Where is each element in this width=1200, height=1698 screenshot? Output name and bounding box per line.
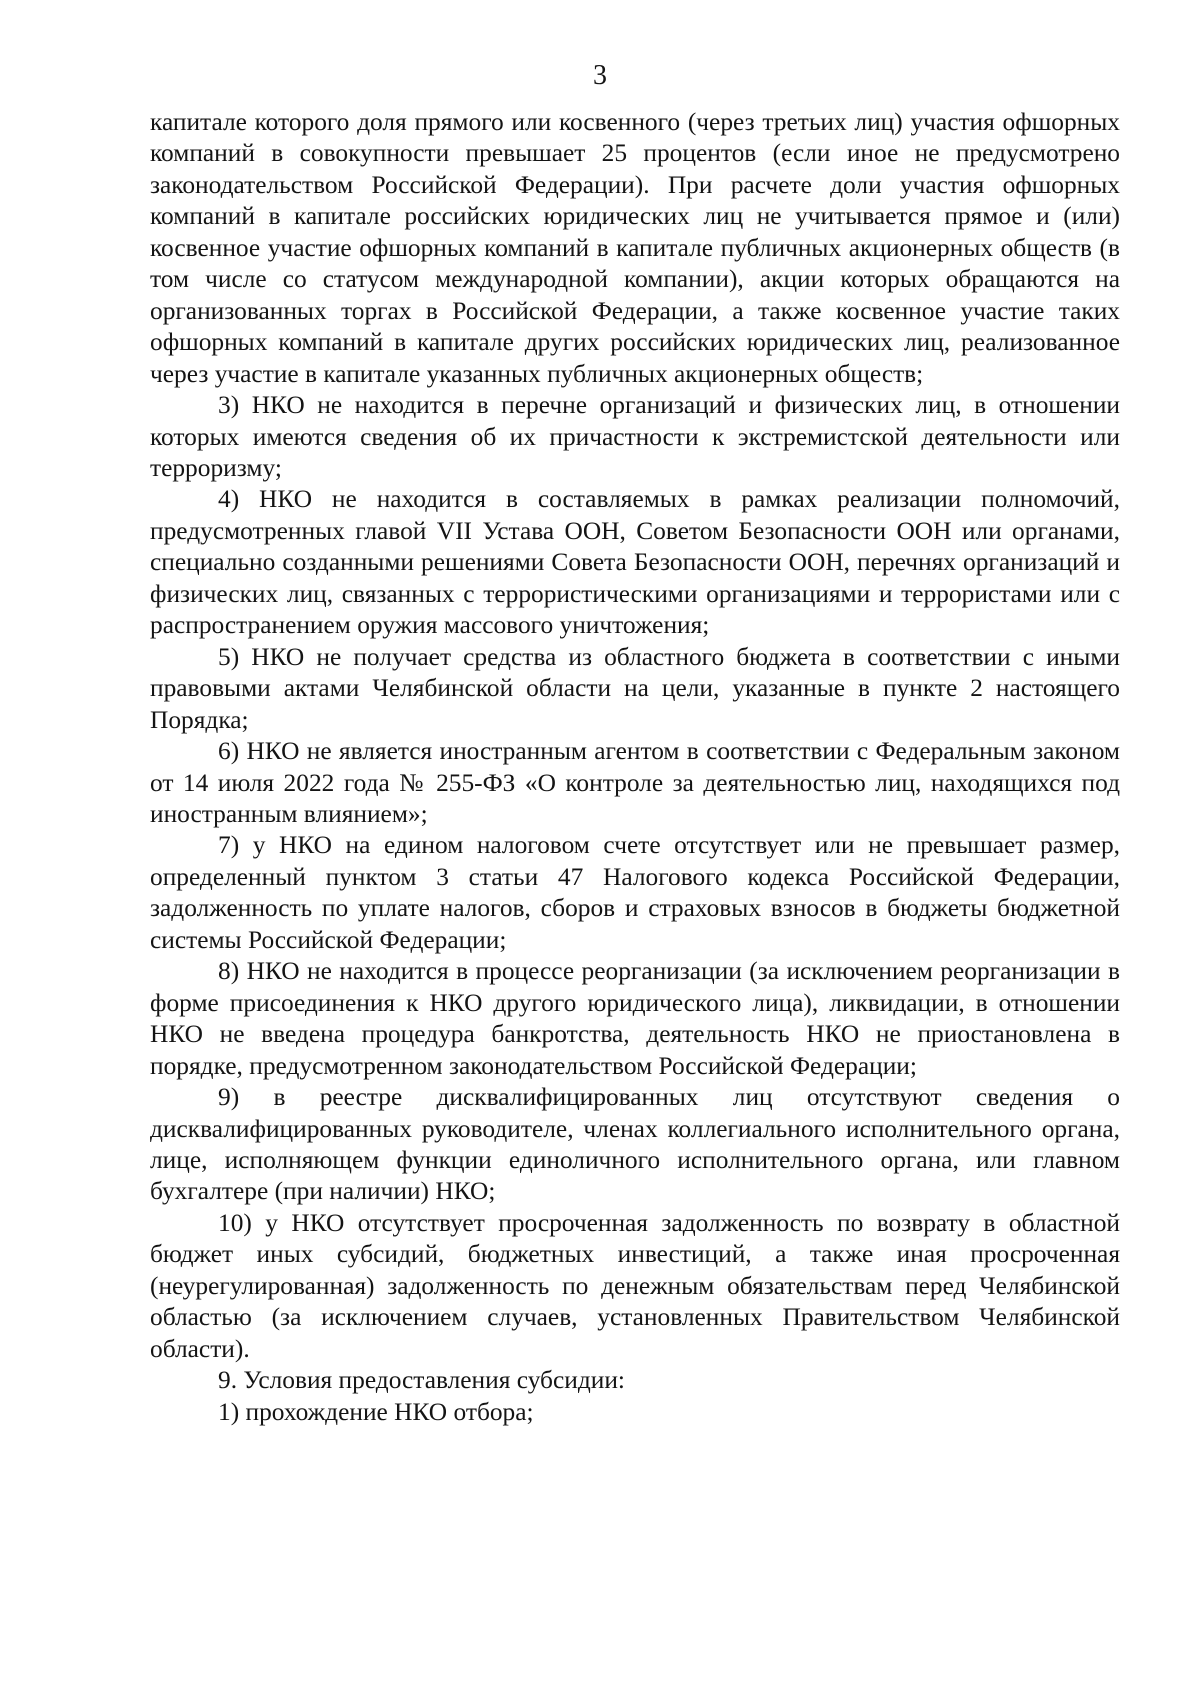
paragraph-item-9: 9) в реестре дисквалифицированных лиц отсутствуют сведения о дисквалифицированных руководителе, членах коллегиального исполнительного органа, лице, исполняющем функции единоличного исполнительного органа, или главном бухгалтере (при наличии) НКО; xyxy=(150,1083,1120,1206)
paragraph-item-7: 7) у НКО на едином налоговом счете отсутствует или не превышает размер, определенный пунктом 3 статьи 47 Налогового кодекса Российской Федерации, задолженность по уплате налогов, сборов и страховых взносов в бюджеты бюджетной системы Российской Федерации; xyxy=(150,831,1120,954)
paragraph-item-3: 3) НКО не находится в перечне организаций и физических лиц, в отношении которых имеются сведения об их причастности к экстремистской деятельности или терроризму; xyxy=(150,391,1120,482)
paragraph-item-6: 6) НКО не является иностранным агентом в соответствии с Федеральным законом от 14 июля 2022 года № 255-ФЗ «О контроле за деятельностью лиц, находящихся под иностранным влиянием»; xyxy=(150,737,1120,828)
paragraph-continuation: капитале которого доля прямого или косвенного (через третьих лиц) участия офшорных компаний в совокупности превышает 25 процентов (если иное не предусмотрено законодательством Российской Федерации). При расчете доли участия офшорных компаний в капитале российских юридических лиц не учитывается прямое и (или) косвенное участие офшорных компаний в капитале публичных акционерных обществ (в том числе со статусом международной компании), акции которых обращаются на организованных торгах в Российской Федерации, а также косвенное участие таких офшорных компаний в капитале других российских юридических лиц, реализованное через участие в капитале указанных публичных акционерных обществ; xyxy=(150,108,1120,388)
condition-item-1: 1) прохождение НКО отбора; xyxy=(218,1397,534,1426)
section-9-heading: 9. Условия предоставления субсидии: xyxy=(218,1366,625,1395)
paragraph-item-4: 4) НКО не находится в составляемых в рамках реализации полномочий, предусмотренных главой VII Устава ООН, Советом Безопасности ООН или органами, специально созданными решениями Совета Безопасности ООН, перечнях организаций и физических лиц, связанных с террористическими организациями и террористами или с распространением оружия массового уничтожения; xyxy=(150,485,1120,640)
paragraph-item-8: 8) НКО не находится в процессе реорганизации (за исключением реорганизации в форме присоединения к НКО другого юридического лица), ликвидации, в отношении НКО не введена процедура банкротства, деятельность НКО не приостановлена в порядке, предусмотренном законодательством Российской Федерации; xyxy=(150,957,1120,1080)
document-body xyxy=(150,107,1120,1428)
page-number: 3 xyxy=(593,60,607,91)
paragraph-item-5: 5) НКО не получает средства из областного бюджета в соответствии с иными правовыми актами Челябинской области на цели, указанные в пункте 2 настоящего Порядка; xyxy=(150,642,1120,734)
paragraph-item-10: 10) у НКО отсутствует просроченная задолженность по возврату в областной бюджет иных субсидий, бюджетных инвестиций, а также иная просроченная (неурегулированная) задолженность по денежным обязательствам перед Челябинской областью (за исключением случаев, установленных Правительством Челябинской области). xyxy=(150,1208,1120,1363)
